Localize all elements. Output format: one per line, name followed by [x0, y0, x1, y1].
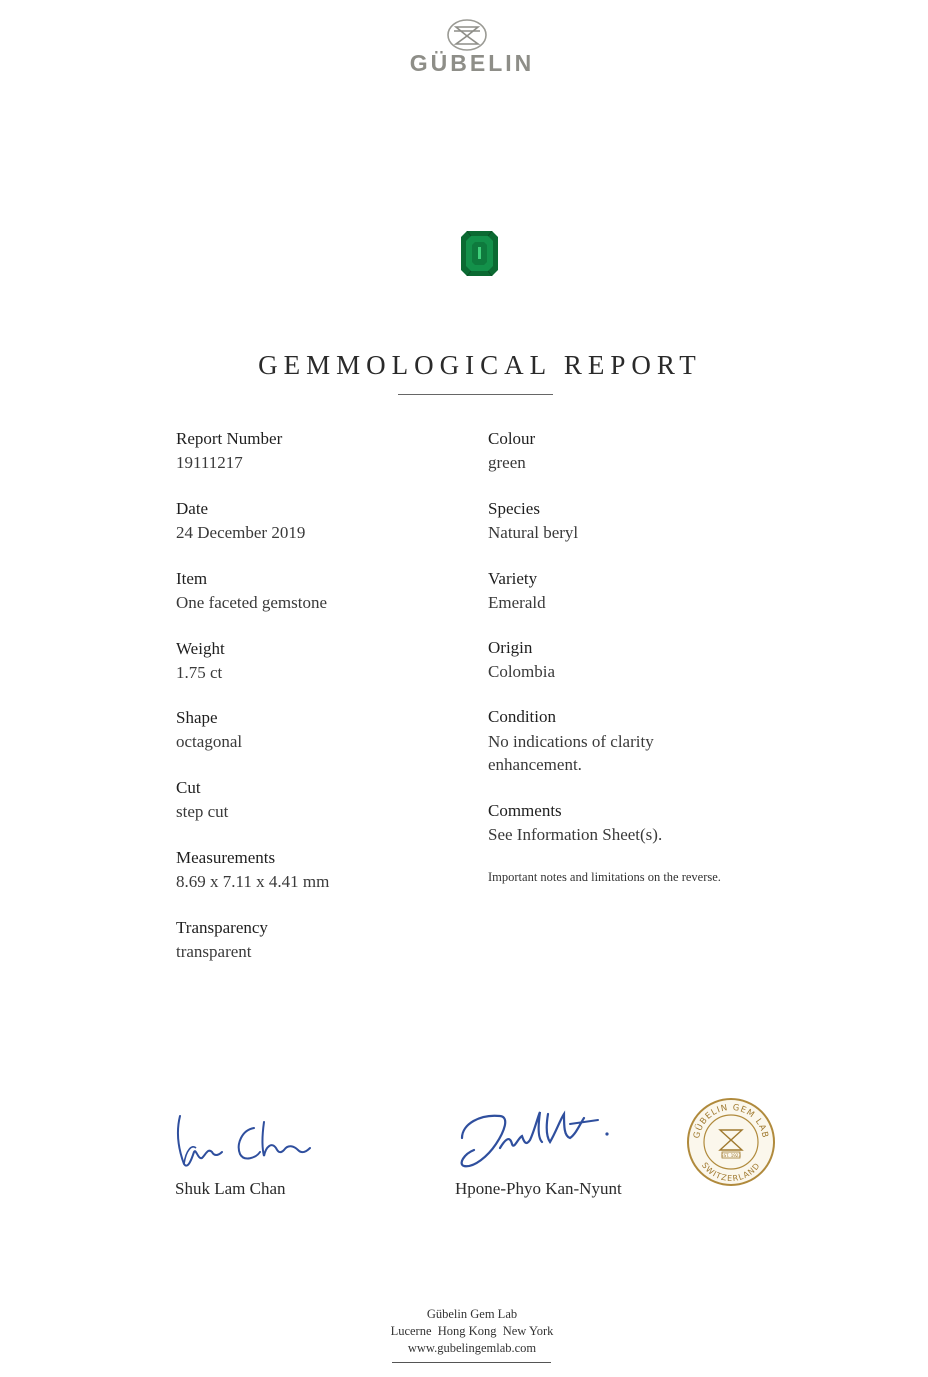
field-label-species: Species [488, 499, 540, 518]
signatory-left-name: Shuk Lam Chan [175, 1179, 286, 1198]
field-label-report-number: Report Number [176, 429, 283, 448]
emerald-gemstone-icon [461, 231, 498, 276]
field-label-origin: Origin [488, 638, 533, 657]
title-divider [398, 394, 553, 395]
reverse-notice: Important notes and limitations on the reverse. [488, 870, 721, 884]
field-value-date: 24 December 2019 [176, 523, 306, 542]
footer-website-link[interactable]: www.gubelingemlab.com [407, 1341, 537, 1355]
field-label-weight: Weight [176, 639, 225, 658]
field-label-item: Item [176, 569, 208, 588]
field-value-comments: See Information Sheet(s). [488, 825, 663, 844]
field-label-variety: Variety [488, 569, 538, 588]
field-value-condition-line1: No indications of clarity [488, 732, 654, 751]
field-value-cut: step cut [176, 802, 229, 821]
field-value-condition-line2: enhancement. [488, 755, 582, 774]
field-label-measurements: Measurements [176, 848, 276, 867]
field-label-cut: Cut [176, 778, 201, 797]
field-value-species: Natural beryl [488, 523, 579, 542]
svg-text:GÜBELIN GEM LAB: GÜBELIN GEM LAB [692, 1102, 770, 1140]
signatory-right-name: Hpone-Phyo Kan-Nyunt [455, 1179, 622, 1198]
field-value-transparency: transparent [176, 942, 252, 961]
footer-divider [392, 1362, 551, 1363]
report-title: GEMMOLOGICAL REPORT [258, 350, 702, 380]
footer-lab-name: Gübelin Gem Lab [426, 1307, 518, 1321]
footer-cities: Lucerne Hong Kong New York [390, 1324, 554, 1338]
hourglass-crown-icon [447, 18, 487, 52]
field-value-colour: green [488, 453, 526, 472]
gem-lab-seal-stamp [686, 1096, 776, 1188]
field-label-shape: Shape [176, 708, 218, 727]
brand-logo-text: GÜBELIN [409, 50, 535, 76]
signature-hpone-phyo-kan-nyunt [452, 1102, 617, 1174]
field-value-variety: Emerald [488, 593, 546, 612]
field-value-weight: 1.75 ct [176, 663, 223, 682]
field-value-item: One faceted gemstone [176, 593, 328, 612]
field-label-comments: Comments [488, 801, 562, 820]
field-label-colour: Colour [488, 429, 536, 448]
field-value-measurements: 8.69 x 7.11 x 4.41 mm [176, 872, 330, 891]
field-value-report-number: 19111217 [176, 453, 243, 472]
field-value-origin: Colombia [488, 662, 556, 681]
signature-shuk-lam-chan [170, 1108, 315, 1176]
field-label-transparency: Transparency [176, 918, 268, 937]
field-value-shape: octagonal [176, 732, 243, 751]
svg-text:EST. 1923: EST. 1923 [721, 1153, 741, 1158]
field-label-condition: Condition [488, 707, 557, 726]
svg-text:SWITZERLAND: SWITZERLAND [699, 1160, 763, 1184]
field-label-date: Date [176, 499, 209, 518]
